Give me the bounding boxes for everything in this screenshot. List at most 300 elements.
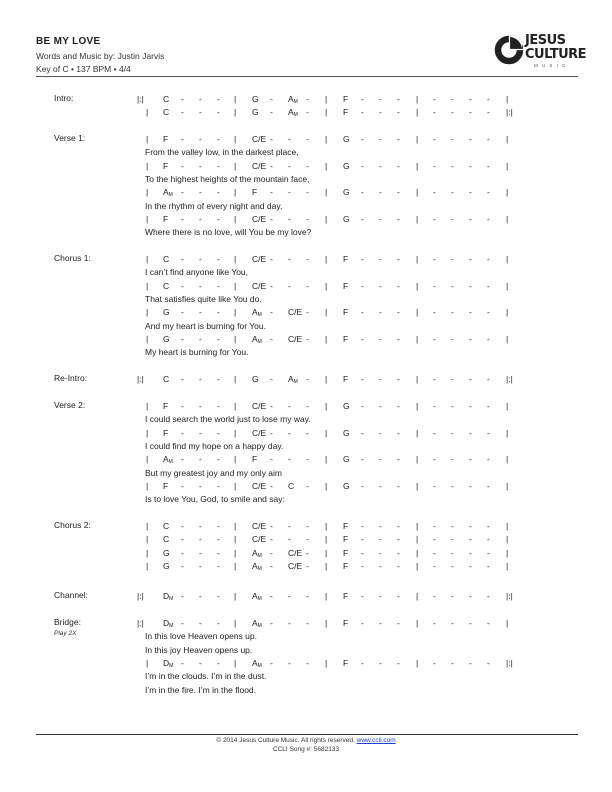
beat-dash: - bbox=[451, 534, 454, 545]
beat-dash: - bbox=[288, 454, 291, 465]
beat-dash: - bbox=[397, 401, 400, 411]
beat-dash: - bbox=[270, 187, 273, 198]
beat-dash: - bbox=[397, 374, 400, 384]
beat-dash: - bbox=[361, 401, 364, 411]
beat-dash: - bbox=[199, 427, 202, 438]
barline: | bbox=[325, 94, 328, 104]
barline: | bbox=[234, 254, 237, 264]
repeat-end: |:| bbox=[506, 591, 513, 601]
beat-dash: - bbox=[469, 94, 472, 104]
beat-dash: - bbox=[217, 534, 220, 545]
beat-dash: - bbox=[199, 547, 202, 558]
barline: | bbox=[506, 134, 509, 144]
lyric-line: I’m in the clouds. I’m in the dust. bbox=[145, 671, 267, 682]
barline: | bbox=[325, 657, 328, 668]
barline: | bbox=[325, 307, 328, 318]
beat-dash: - bbox=[469, 160, 472, 171]
beat-dash: - bbox=[306, 134, 309, 144]
beat-dash: - bbox=[181, 333, 184, 344]
lyric-line: I could find my hope on a happy day. bbox=[145, 440, 284, 451]
chord: F bbox=[343, 374, 349, 384]
beat-dash: - bbox=[306, 547, 309, 558]
chord-line bbox=[0, 93, 612, 105]
barline: | bbox=[234, 454, 237, 465]
beat-dash: - bbox=[397, 534, 400, 545]
chord-line bbox=[0, 106, 612, 118]
beat-dash: - bbox=[397, 333, 400, 344]
chord: F bbox=[343, 560, 349, 571]
footer-copyright: © 2014 Jesus Culture Music. All rights reserved. bbox=[216, 737, 355, 744]
beat-dash: - bbox=[217, 657, 220, 668]
beat-dash: - bbox=[306, 374, 309, 384]
beat-dash: - bbox=[469, 618, 472, 628]
beat-dash: - bbox=[361, 374, 364, 384]
beat-dash: - bbox=[199, 591, 202, 601]
beat-dash: - bbox=[199, 521, 202, 531]
beat-dash: - bbox=[199, 480, 202, 491]
lyric-line: From the valley low, in the darkest place, bbox=[145, 147, 299, 158]
chord: C bbox=[163, 521, 170, 531]
section-label: Verse 2: bbox=[54, 400, 86, 410]
beat-dash: - bbox=[270, 591, 273, 601]
chord-line bbox=[0, 133, 612, 145]
jesus-culture-logo bbox=[494, 33, 590, 73]
lyric-line: I can’t find anyone like You, bbox=[145, 267, 249, 278]
chord: G bbox=[343, 187, 350, 198]
chord: $A_M$ bbox=[252, 333, 262, 345]
barline: | bbox=[325, 160, 328, 171]
beat-dash: - bbox=[433, 307, 436, 318]
beat-dash: - bbox=[288, 187, 291, 198]
beat-dash: - bbox=[199, 160, 202, 171]
beat-dash: - bbox=[397, 618, 400, 628]
beat-dash: - bbox=[270, 454, 273, 465]
barline: | bbox=[416, 560, 419, 571]
chord: C/E bbox=[252, 534, 267, 545]
barline: | bbox=[234, 401, 237, 411]
barline: | bbox=[146, 134, 149, 144]
chord: F bbox=[163, 427, 169, 438]
beat-dash: - bbox=[270, 657, 273, 668]
barline: | bbox=[416, 254, 419, 264]
barline: | bbox=[416, 454, 419, 465]
beat-dash: - bbox=[288, 134, 291, 144]
footer-ccli-link[interactable]: www.ccli.com bbox=[356, 737, 396, 744]
beat-dash: - bbox=[469, 374, 472, 384]
chord: C/E bbox=[252, 401, 267, 411]
beat-dash: - bbox=[181, 480, 184, 491]
lyric-line: I’m in the fire. I’m in the flood. bbox=[145, 684, 257, 695]
beat-dash: - bbox=[270, 547, 273, 558]
beat-dash: - bbox=[397, 657, 400, 668]
beat-dash: - bbox=[451, 187, 454, 198]
beat-dash: - bbox=[270, 480, 273, 491]
beat-dash: - bbox=[288, 657, 291, 668]
barline: | bbox=[416, 401, 419, 411]
beat-dash: - bbox=[379, 254, 382, 264]
section-label: Bridge: bbox=[54, 617, 81, 627]
beat-dash: - bbox=[469, 521, 472, 531]
beat-dash: - bbox=[199, 454, 202, 465]
chord: F bbox=[343, 333, 349, 344]
beat-dash: - bbox=[270, 254, 273, 264]
beat-dash: - bbox=[217, 213, 220, 224]
beat-dash: - bbox=[199, 280, 202, 291]
barline: | bbox=[146, 480, 149, 491]
beat-dash: - bbox=[379, 213, 382, 224]
beat-dash: - bbox=[306, 333, 309, 344]
barline: | bbox=[325, 547, 328, 558]
beat-dash: - bbox=[199, 618, 202, 628]
lyric-line: In the rhythm of every night and day, bbox=[145, 200, 283, 211]
chord: G bbox=[252, 94, 259, 104]
beat-dash: - bbox=[487, 333, 490, 344]
beat-dash: - bbox=[487, 160, 490, 171]
barline: | bbox=[146, 521, 149, 531]
beat-dash: - bbox=[397, 187, 400, 198]
beat-dash: - bbox=[306, 254, 309, 264]
chord: $A_M$ bbox=[252, 560, 262, 572]
beat-dash: - bbox=[433, 521, 436, 531]
beat-dash: - bbox=[217, 521, 220, 531]
chord: C/E bbox=[252, 213, 267, 224]
beat-dash: - bbox=[181, 547, 184, 558]
barline: | bbox=[506, 534, 509, 545]
beat-dash: - bbox=[361, 618, 364, 628]
section-label: Re-Intro: bbox=[54, 373, 88, 383]
barline: | bbox=[325, 213, 328, 224]
barline: | bbox=[146, 307, 149, 318]
barline: | bbox=[416, 547, 419, 558]
barline: | bbox=[234, 307, 237, 318]
barline: | bbox=[416, 94, 419, 104]
footer-copyright-line bbox=[0, 737, 612, 744]
chord: C/E bbox=[288, 560, 303, 571]
barline: | bbox=[234, 547, 237, 558]
beat-dash: - bbox=[288, 521, 291, 531]
beat-dash: - bbox=[469, 280, 472, 291]
beat-dash: - bbox=[361, 107, 364, 118]
barline: | bbox=[146, 280, 149, 291]
beat-dash: - bbox=[199, 657, 202, 668]
beat-dash: - bbox=[217, 254, 220, 264]
chord: F bbox=[163, 213, 169, 224]
barline: | bbox=[325, 480, 328, 491]
beat-dash: - bbox=[181, 427, 184, 438]
beat-dash: - bbox=[451, 618, 454, 628]
beat-dash: - bbox=[306, 618, 309, 628]
barline: | bbox=[506, 521, 509, 531]
beat-dash: - bbox=[306, 454, 309, 465]
beat-dash: - bbox=[181, 280, 184, 291]
beat-dash: - bbox=[361, 547, 364, 558]
beat-dash: - bbox=[288, 280, 291, 291]
beat-dash: - bbox=[487, 560, 490, 571]
barline: | bbox=[146, 560, 149, 571]
beat-dash: - bbox=[397, 307, 400, 318]
barline: | bbox=[234, 134, 237, 144]
barline: | bbox=[234, 657, 237, 668]
barline: | bbox=[234, 187, 237, 198]
barline: | bbox=[234, 534, 237, 545]
barline: | bbox=[416, 280, 419, 291]
beat-dash: - bbox=[469, 534, 472, 545]
barline: | bbox=[325, 534, 328, 545]
chord: F bbox=[163, 134, 169, 144]
beat-dash: - bbox=[361, 427, 364, 438]
chord: $A_M$ bbox=[252, 307, 262, 319]
beat-dash: - bbox=[181, 160, 184, 171]
beat-dash: - bbox=[217, 401, 220, 411]
beat-dash: - bbox=[217, 480, 220, 491]
chord-line bbox=[0, 617, 612, 629]
chord-line bbox=[0, 160, 612, 172]
barline: | bbox=[325, 254, 328, 264]
chord: C bbox=[163, 94, 170, 104]
beat-dash: - bbox=[270, 534, 273, 545]
chord: G bbox=[343, 160, 350, 171]
barline: | bbox=[146, 547, 149, 558]
beat-dash: - bbox=[433, 374, 436, 384]
beat-dash: - bbox=[361, 254, 364, 264]
beat-dash: - bbox=[379, 454, 382, 465]
beat-dash: - bbox=[397, 591, 400, 601]
chord: C bbox=[163, 374, 170, 384]
repeat-end: |:| bbox=[506, 657, 513, 668]
beat-dash: - bbox=[487, 454, 490, 465]
beat-dash: - bbox=[306, 591, 309, 601]
beat-dash: - bbox=[288, 160, 291, 171]
beat-dash: - bbox=[270, 374, 273, 384]
chord: F bbox=[343, 657, 349, 668]
barline: | bbox=[416, 333, 419, 344]
chord: F bbox=[343, 254, 349, 264]
beat-dash: - bbox=[379, 618, 382, 628]
chord: G bbox=[163, 560, 170, 571]
barline: | bbox=[506, 401, 509, 411]
beat-dash: - bbox=[306, 107, 309, 118]
barline: | bbox=[416, 521, 419, 531]
beat-dash: - bbox=[217, 134, 220, 144]
beat-dash: - bbox=[181, 134, 184, 144]
chord: F bbox=[343, 591, 349, 601]
chord: F bbox=[163, 480, 169, 491]
beat-dash: - bbox=[487, 254, 490, 264]
barline: | bbox=[506, 333, 509, 344]
beat-dash: - bbox=[181, 401, 184, 411]
chord: G bbox=[343, 480, 350, 491]
beat-dash: - bbox=[361, 591, 364, 601]
lyric-line: But my greatest joy and my only aim bbox=[145, 467, 283, 478]
beat-dash: - bbox=[487, 213, 490, 224]
beat-dash: - bbox=[306, 560, 309, 571]
beat-dash: - bbox=[288, 213, 291, 224]
chord: G bbox=[343, 454, 350, 465]
beat-dash: - bbox=[451, 427, 454, 438]
beat-dash: - bbox=[433, 187, 436, 198]
beat-dash: - bbox=[433, 107, 436, 118]
beat-dash: - bbox=[181, 534, 184, 545]
chord-line bbox=[0, 480, 612, 492]
chord: C bbox=[163, 107, 170, 118]
beat-dash: - bbox=[487, 134, 490, 144]
beat-dash: - bbox=[270, 160, 273, 171]
lyric-line: And my heart is burning for You. bbox=[145, 320, 266, 331]
beat-dash: - bbox=[487, 427, 490, 438]
chord: $A_M$ bbox=[252, 591, 262, 602]
chord-line bbox=[0, 306, 612, 318]
barline: | bbox=[416, 480, 419, 491]
beat-dash: - bbox=[361, 657, 364, 668]
beat-dash: - bbox=[361, 134, 364, 144]
chord: G bbox=[343, 213, 350, 224]
beat-dash: - bbox=[379, 547, 382, 558]
chord: F bbox=[343, 547, 349, 558]
chord: C/E bbox=[252, 521, 267, 531]
beat-dash: - bbox=[379, 401, 382, 411]
beat-dash: - bbox=[181, 254, 184, 264]
barline: | bbox=[146, 427, 149, 438]
beat-dash: - bbox=[270, 280, 273, 291]
logo-ring-icon bbox=[494, 35, 524, 65]
beat-dash: - bbox=[181, 618, 184, 628]
beat-dash: - bbox=[451, 254, 454, 264]
barline: | bbox=[234, 591, 237, 601]
beat-dash: - bbox=[306, 187, 309, 198]
beat-dash: - bbox=[397, 107, 400, 118]
beat-dash: - bbox=[397, 280, 400, 291]
beat-dash: - bbox=[288, 591, 291, 601]
barline: | bbox=[325, 280, 328, 291]
beat-dash: - bbox=[469, 480, 472, 491]
chord: C/E bbox=[288, 307, 303, 318]
beat-dash: - bbox=[306, 280, 309, 291]
beat-dash: - bbox=[469, 560, 472, 571]
chord: $A_M$ bbox=[288, 94, 298, 105]
barline: | bbox=[506, 427, 509, 438]
barline: | bbox=[325, 107, 328, 118]
chord-line bbox=[0, 560, 612, 572]
chord-line bbox=[0, 280, 612, 292]
beat-dash: - bbox=[288, 534, 291, 545]
beat-dash: - bbox=[270, 107, 273, 118]
repeat-start: |:| bbox=[137, 591, 144, 601]
beat-dash: - bbox=[451, 374, 454, 384]
chord: F bbox=[343, 618, 349, 628]
chord: $D_M$ bbox=[163, 618, 174, 629]
barline: | bbox=[325, 618, 328, 628]
beat-dash: - bbox=[270, 427, 273, 438]
beat-dash: - bbox=[469, 591, 472, 601]
beat-dash: - bbox=[217, 427, 220, 438]
barline: | bbox=[506, 160, 509, 171]
beat-dash: - bbox=[469, 307, 472, 318]
beat-dash: - bbox=[433, 591, 436, 601]
beat-dash: - bbox=[306, 160, 309, 171]
chord: G bbox=[343, 401, 350, 411]
repeat-start: |:| bbox=[137, 94, 144, 104]
beat-dash: - bbox=[451, 547, 454, 558]
beat-dash: - bbox=[469, 254, 472, 264]
beat-dash: - bbox=[397, 427, 400, 438]
beat-dash: - bbox=[270, 521, 273, 531]
chord: C/E bbox=[288, 333, 303, 344]
chord: C bbox=[163, 280, 170, 291]
beat-dash: - bbox=[306, 534, 309, 545]
section-label: Chorus 2: bbox=[54, 520, 91, 530]
beat-dash: - bbox=[361, 521, 364, 531]
beat-dash: - bbox=[217, 618, 220, 628]
beat-dash: - bbox=[397, 160, 400, 171]
repeat-start: |:| bbox=[137, 374, 144, 384]
beat-dash: - bbox=[469, 213, 472, 224]
repeat-end: |:| bbox=[506, 107, 513, 118]
beat-dash: - bbox=[361, 187, 364, 198]
barline: | bbox=[506, 254, 509, 264]
chord-line bbox=[0, 213, 612, 225]
beat-dash: - bbox=[451, 107, 454, 118]
barline: | bbox=[146, 333, 149, 344]
beat-dash: - bbox=[379, 521, 382, 531]
beat-dash: - bbox=[451, 280, 454, 291]
beat-dash: - bbox=[433, 401, 436, 411]
beat-dash: - bbox=[397, 213, 400, 224]
beat-dash: - bbox=[306, 213, 309, 224]
beat-dash: - bbox=[270, 618, 273, 628]
beat-dash: - bbox=[270, 307, 273, 318]
chord-line bbox=[0, 453, 612, 465]
barline: | bbox=[325, 454, 328, 465]
beat-dash: - bbox=[397, 480, 400, 491]
barline: | bbox=[146, 187, 149, 198]
beat-dash: - bbox=[217, 307, 220, 318]
barline: | bbox=[416, 187, 419, 198]
barline: | bbox=[416, 591, 419, 601]
barline: | bbox=[416, 534, 419, 545]
barline: | bbox=[506, 480, 509, 491]
chord: C/E bbox=[252, 480, 267, 491]
beat-dash: - bbox=[361, 534, 364, 545]
beat-dash: - bbox=[270, 94, 273, 104]
beat-dash: - bbox=[379, 307, 382, 318]
chord: C/E bbox=[252, 280, 267, 291]
beat-dash: - bbox=[487, 107, 490, 118]
barline: | bbox=[506, 454, 509, 465]
barline: | bbox=[234, 107, 237, 118]
beat-dash: - bbox=[288, 427, 291, 438]
beat-dash: - bbox=[181, 374, 184, 384]
beat-dash: - bbox=[451, 307, 454, 318]
beat-dash: - bbox=[451, 401, 454, 411]
beat-dash: - bbox=[379, 333, 382, 344]
beat-dash: - bbox=[379, 94, 382, 104]
beat-dash: - bbox=[397, 560, 400, 571]
beat-dash: - bbox=[288, 618, 291, 628]
beat-dash: - bbox=[199, 134, 202, 144]
beat-dash: - bbox=[379, 560, 382, 571]
beat-dash: - bbox=[451, 657, 454, 668]
beat-dash: - bbox=[181, 521, 184, 531]
beat-dash: - bbox=[270, 213, 273, 224]
beat-dash: - bbox=[361, 560, 364, 571]
beat-dash: - bbox=[397, 134, 400, 144]
beat-dash: - bbox=[270, 560, 273, 571]
barline: | bbox=[506, 213, 509, 224]
chord: G bbox=[343, 134, 350, 144]
chord: G bbox=[343, 427, 350, 438]
beat-dash: - bbox=[433, 280, 436, 291]
beat-dash: - bbox=[469, 427, 472, 438]
